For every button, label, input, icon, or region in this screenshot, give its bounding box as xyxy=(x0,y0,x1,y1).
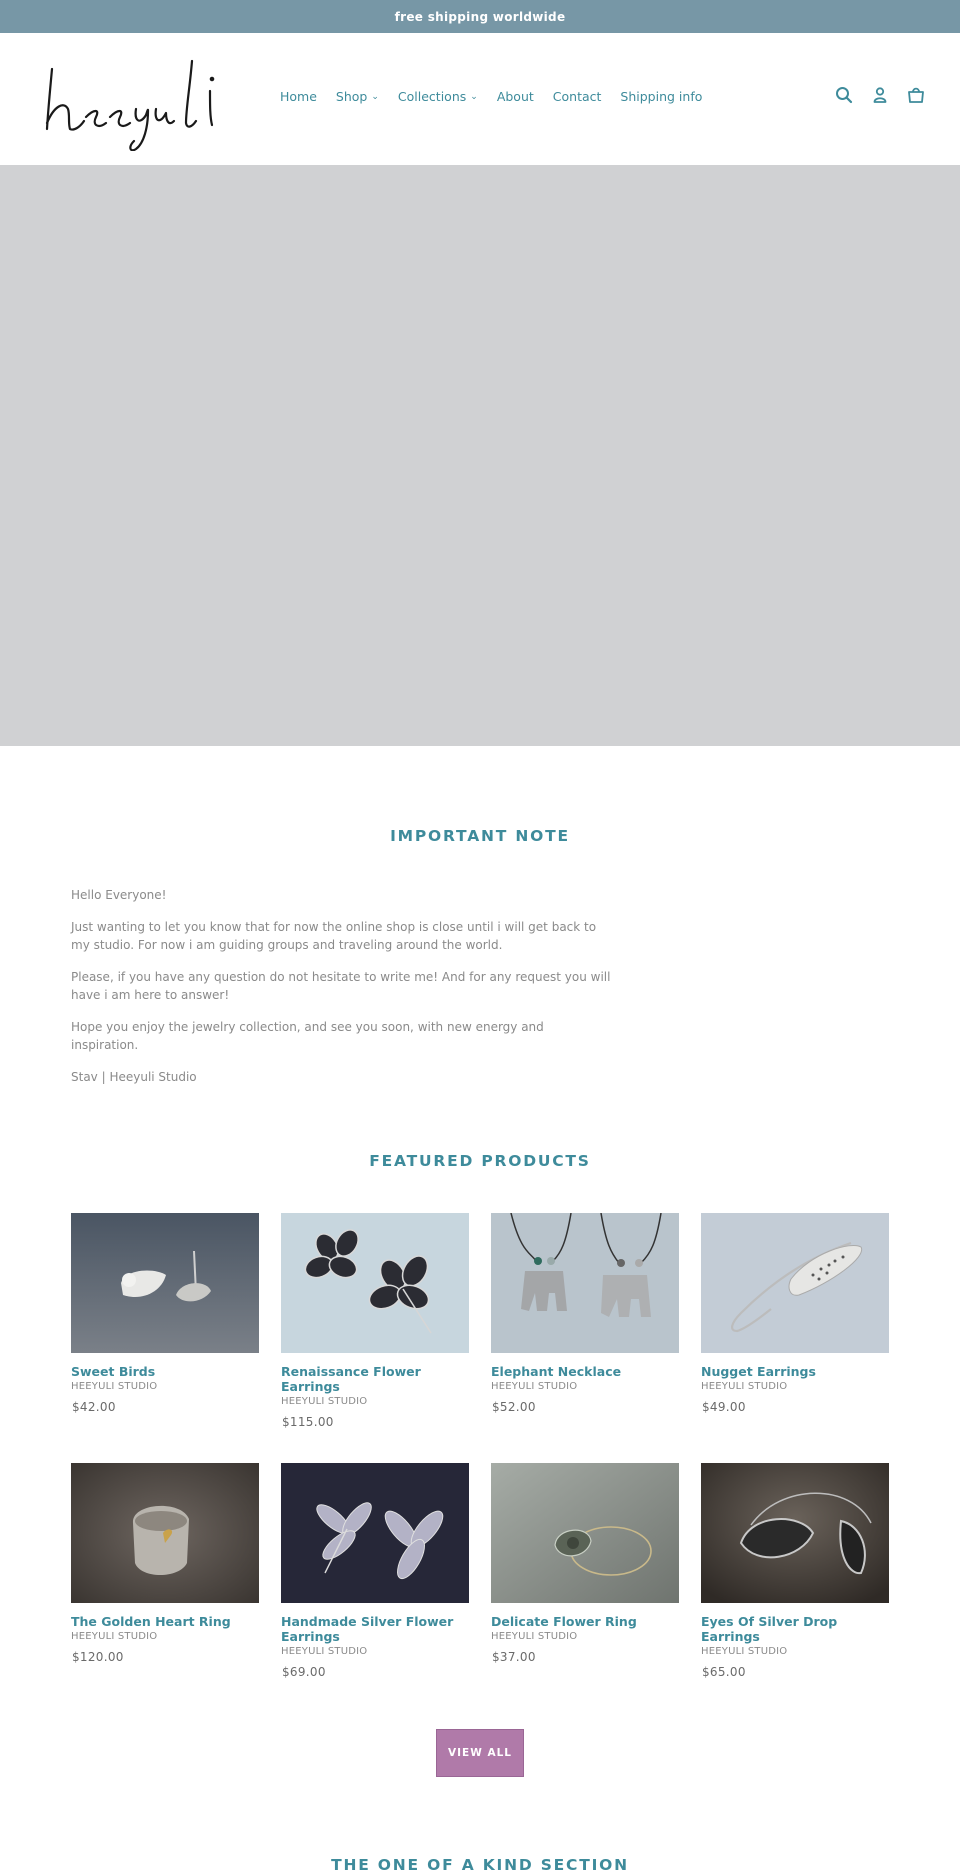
product-price: $120.00 xyxy=(72,1650,124,1664)
nav-contact-label: Contact xyxy=(552,89,602,104)
nav-collections-label: Collections xyxy=(397,89,467,104)
product-name[interactable]: Elephant Necklace xyxy=(491,1364,622,1379)
product-name[interactable]: Handmade Silver Flower Earrings xyxy=(281,1614,454,1644)
logo[interactable] xyxy=(44,51,254,151)
product-price: $52.00 xyxy=(492,1400,536,1414)
note-paragraph: Hello Everyone! xyxy=(71,888,167,902)
product-card[interactable] xyxy=(71,1463,259,1664)
nav-about-label: About xyxy=(496,89,534,104)
product-image[interactable] xyxy=(281,1213,469,1353)
nav-home[interactable] xyxy=(280,89,317,104)
logo-mark xyxy=(44,51,254,151)
product-name[interactable]: Sweet Birds xyxy=(71,1364,156,1379)
product-vendor: HEEYULI STUDIO xyxy=(701,1381,788,1392)
nav-shop-label: Shop xyxy=(335,89,368,104)
main-nav xyxy=(280,89,721,104)
product-name[interactable]: Delicate Flower Ring xyxy=(491,1614,637,1629)
product-card[interactable] xyxy=(701,1463,889,1679)
nav-collections[interactable] xyxy=(398,89,478,104)
chevron-down-icon: ⌄ xyxy=(371,91,379,102)
product-vendor: HEEYULI STUDIO xyxy=(71,1381,158,1392)
product-card[interactable] xyxy=(491,1463,679,1664)
nav-shipping-info[interactable] xyxy=(620,89,702,104)
product-price: $65.00 xyxy=(702,1665,746,1679)
view-all-button[interactable]: VIEW ALL xyxy=(436,1729,524,1777)
one-of-a-kind-title: THE ONE OF A KIND SECTION xyxy=(331,1856,629,1874)
featured-title: FEATURED PRODUCTS xyxy=(369,1152,591,1170)
site-header xyxy=(0,33,960,165)
nav-shipping-info-label: Shipping info xyxy=(620,89,703,104)
product-vendor: HEEYULI STUDIO xyxy=(491,1631,578,1642)
announcement-bar xyxy=(0,0,960,33)
product-image[interactable] xyxy=(281,1463,469,1603)
hero-banner xyxy=(0,165,960,746)
product-vendor: HEEYULI STUDIO xyxy=(281,1646,368,1657)
nav-contact[interactable] xyxy=(553,89,602,104)
product-card[interactable] xyxy=(701,1213,889,1414)
product-image[interactable] xyxy=(71,1463,259,1603)
nav-shop[interactable] xyxy=(336,89,379,104)
product-price: $49.00 xyxy=(702,1400,746,1414)
header-icons xyxy=(834,85,926,105)
product-vendor: HEEYULI STUDIO xyxy=(281,1396,368,1407)
product-image[interactable] xyxy=(71,1213,259,1353)
product-price: $42.00 xyxy=(72,1400,116,1414)
note-paragraph: Just wanting to let you know that for now the online shop is close until i will get back to my studio. For now i am guiding groups and traveling around the world. xyxy=(71,920,597,952)
note-title: IMPORTANT NOTE xyxy=(390,827,570,845)
note-paragraph: Please, if you have any question do not hesitate to write me! And for any request you will have i am here to answer! xyxy=(71,970,611,1002)
product-vendor: HEEYULI STUDIO xyxy=(701,1646,788,1657)
product-name[interactable]: Eyes Of Silver Drop Earrings xyxy=(701,1614,838,1644)
search-icon[interactable] xyxy=(834,85,854,105)
announcement-text: free shipping worldwide xyxy=(394,9,566,24)
product-price: $37.00 xyxy=(492,1650,536,1664)
note-paragraph: Stav | Heeyuli Studio xyxy=(71,1070,197,1084)
account-icon[interactable] xyxy=(870,85,890,105)
note-paragraph: Hope you enjoy the jewelry collection, and see you soon, with new energy and inspiration. xyxy=(71,1020,544,1052)
product-vendor: HEEYULI STUDIO xyxy=(491,1381,578,1392)
product-image[interactable] xyxy=(491,1213,679,1353)
product-card[interactable] xyxy=(71,1213,259,1414)
nav-home-label: Home xyxy=(280,89,317,104)
product-image[interactable] xyxy=(491,1463,679,1603)
product-name[interactable]: The Golden Heart Ring xyxy=(71,1614,231,1629)
nav-about[interactable] xyxy=(497,89,534,104)
product-price: $69.00 xyxy=(282,1665,326,1679)
chevron-down-icon: ⌄ xyxy=(470,91,478,102)
product-name[interactable]: Renaissance Flower Earrings xyxy=(281,1364,421,1394)
product-name[interactable]: Nugget Earrings xyxy=(701,1364,816,1379)
product-vendor: HEEYULI STUDIO xyxy=(71,1631,158,1642)
product-image[interactable] xyxy=(701,1463,889,1603)
product-image[interactable] xyxy=(701,1213,889,1353)
cart-icon[interactable] xyxy=(906,85,926,105)
product-card[interactable] xyxy=(281,1463,469,1679)
product-price: $115.00 xyxy=(282,1415,334,1429)
product-card[interactable] xyxy=(491,1213,679,1414)
product-card[interactable] xyxy=(281,1213,469,1429)
note-body xyxy=(71,886,611,1100)
